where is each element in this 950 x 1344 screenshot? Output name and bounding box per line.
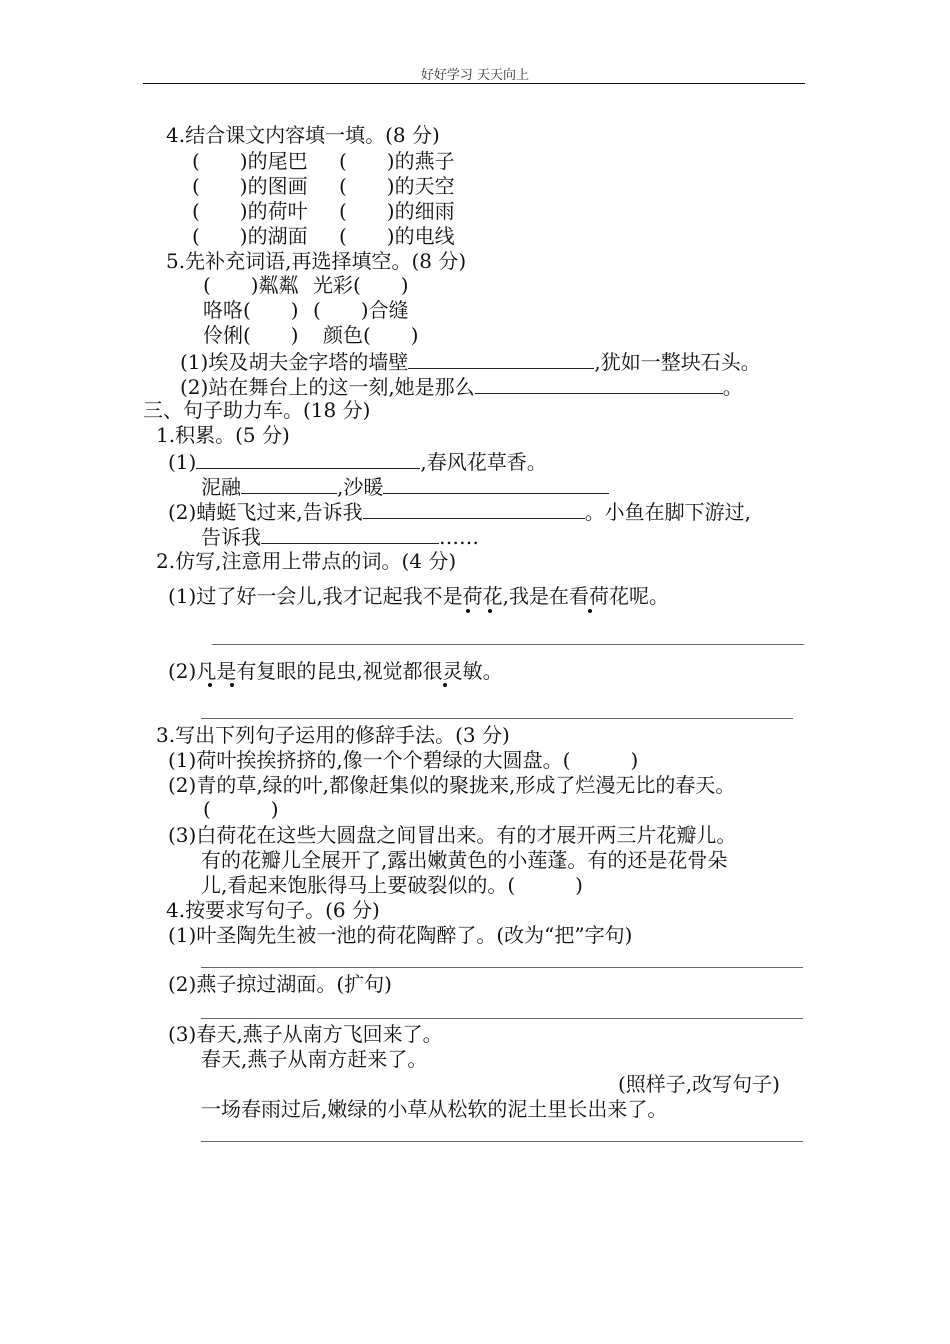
s3-p1-d-text: 告诉我 — [201, 525, 261, 549]
s3-p4-sentence-2: (2)燕子掠过湖面。(扩句) — [168, 972, 392, 996]
s3-p1-line-c — [168, 498, 751, 525]
q5-title: 5.先补充词语,再选择填空。(8 分) — [166, 249, 467, 273]
q4-row-1-left: ( )的尾巴 — [192, 149, 308, 173]
s3-p3-sentence-2-paren: ( ) — [203, 797, 279, 821]
s3-p4-sentence-3a: (3)春天,燕子从南方飞回来了。 — [168, 1022, 443, 1046]
q5-sentence-2 — [180, 373, 743, 400]
s3-p2-title: 2.仿写,注意用上带点的词。(4 分) — [156, 549, 457, 573]
s3-p1-d-end: …… — [439, 525, 479, 549]
emphasis-dot — [443, 683, 447, 687]
q4-row-2-right: ( )的天空 — [339, 174, 455, 198]
s3-p4-note: (照样子,改写句子) — [618, 1072, 780, 1096]
q5-sentence-1 — [180, 348, 761, 375]
s3-p1-line-b — [201, 473, 609, 500]
s3-p4-title: 4.按要求写句子。(6 分) — [166, 898, 380, 922]
s3-p1-b-blank-2[interactable] — [383, 473, 609, 494]
header-rule — [143, 83, 805, 84]
emphasis-dot — [208, 683, 212, 687]
s3-p1-c-blank[interactable] — [363, 498, 585, 519]
q5-word-2b: ( )合缝 — [313, 298, 409, 322]
s3-p1-b-mid: ,沙暖 — [337, 475, 384, 499]
q5-s1-end: ,犹如一整块石头。 — [594, 350, 761, 374]
section-3-title: 三、句子助力车。(18 分) — [143, 398, 371, 422]
emphasis-dot — [488, 609, 492, 613]
q5-s2-text: (2)站在舞台上的这一刻,她是那么 — [180, 375, 475, 399]
s3-p2-sentence-1: (1)过了好一会儿,我才记起我不是荷花,我是在看荷花呢。 — [168, 584, 670, 608]
s3-p2-answer-line-1[interactable] — [212, 644, 804, 645]
s3-p3-sentence-3b: 有的花瓣儿全展开了,露出嫩黄色的小莲蓬。有的还是花骨朵 — [201, 848, 728, 872]
q4-title: 4.结合课文内容填一填。(8 分) — [166, 123, 440, 147]
s3-p1-line-d — [201, 523, 479, 550]
q5-word-1b: 光彩( ) — [313, 273, 409, 297]
q4-row-2-left: ( )的图画 — [192, 174, 308, 198]
q4-row-4-left: ( )的湖面 — [192, 224, 308, 248]
emphasis-dot — [588, 609, 592, 613]
s3-p1-d-blank[interactable] — [261, 523, 439, 544]
s3-p3-sentence-2: (2)青的草,绿的叶,都像赶集似的聚拢来,形成了烂漫无比的春天。 — [168, 773, 736, 797]
s3-p1-line-a — [168, 448, 547, 475]
s3-p2-sentence-2: (2)凡是有复眼的昆虫,视觉都很灵敏。 — [168, 659, 503, 683]
q5-s1-text: (1)埃及胡夫金字塔的墙壁 — [180, 350, 409, 374]
s3-p2-answer-line-2[interactable] — [201, 718, 793, 719]
s3-p4-answer-line-2[interactable] — [201, 1018, 803, 1019]
q5-word-1a: ( )粼粼 — [203, 273, 299, 297]
q5-s2-end: 。 — [722, 375, 743, 399]
s3-p1-a-num: (1) — [168, 450, 197, 474]
q4-row-4-right: ( )的电线 — [339, 224, 455, 248]
q4-row-3-left: ( )的荷叶 — [192, 199, 308, 223]
s3-p1-a-text: ,春风花草香。 — [420, 450, 547, 474]
s3-p1-title: 1.积累。(5 分) — [156, 423, 290, 447]
s3-p1-b-text: 泥融 — [201, 475, 241, 499]
emphasis-dot — [466, 609, 470, 613]
q4-row-3-right: ( )的细雨 — [339, 199, 455, 223]
s3-p3-sentence-3c: 儿,看起来饱胀得马上要破裂似的。( ) — [201, 873, 583, 897]
s3-p4-sentence-1: (1)叶圣陶先生被一池的荷花陶醉了。(改为“把”字句) — [168, 923, 633, 947]
page-header: 好好学习 天天向上 — [420, 68, 530, 83]
q5-s2-blank[interactable] — [475, 373, 723, 394]
s3-p4-answer-line-1[interactable] — [201, 967, 803, 968]
q5-word-3b: 颜色( ) — [323, 323, 419, 347]
q5-word-3a: 伶俐( ) — [203, 323, 299, 347]
q5-s1-blank[interactable] — [408, 348, 594, 369]
s3-p1-c-end: 。小鱼在脚下游过, — [584, 500, 752, 524]
s3-p3-title: 3.写出下列句子运用的修辞手法。(3 分) — [156, 723, 510, 747]
s3-p4-sentence-3b: 春天,燕子从南方赶来了。 — [201, 1047, 428, 1071]
s3-p3-sentence-1: (1)荷叶挨挨挤挤的,像一个个碧绿的大圆盘。( ) — [168, 748, 639, 772]
q5-word-2a: 咯咯( ) — [203, 298, 299, 322]
s3-p1-c-text: (2)蜻蜓飞过来,告诉我 — [168, 500, 363, 524]
q4-row-1-right: ( )的燕子 — [339, 149, 455, 173]
s3-p1-b-blank-1[interactable] — [241, 473, 337, 494]
emphasis-dot — [230, 683, 234, 687]
s3-p4-sentence-3c: 一场春雨过后,嫩绿的小草从松软的泥土里长出来了。 — [201, 1097, 668, 1121]
s3-p4-answer-line-3[interactable] — [201, 1141, 803, 1142]
s3-p3-sentence-3a: (3)白荷花在这些大圆盘之间冒出来。有的才展开两三片花瓣儿。 — [168, 823, 737, 847]
s3-p1-a-blank[interactable] — [196, 448, 420, 469]
